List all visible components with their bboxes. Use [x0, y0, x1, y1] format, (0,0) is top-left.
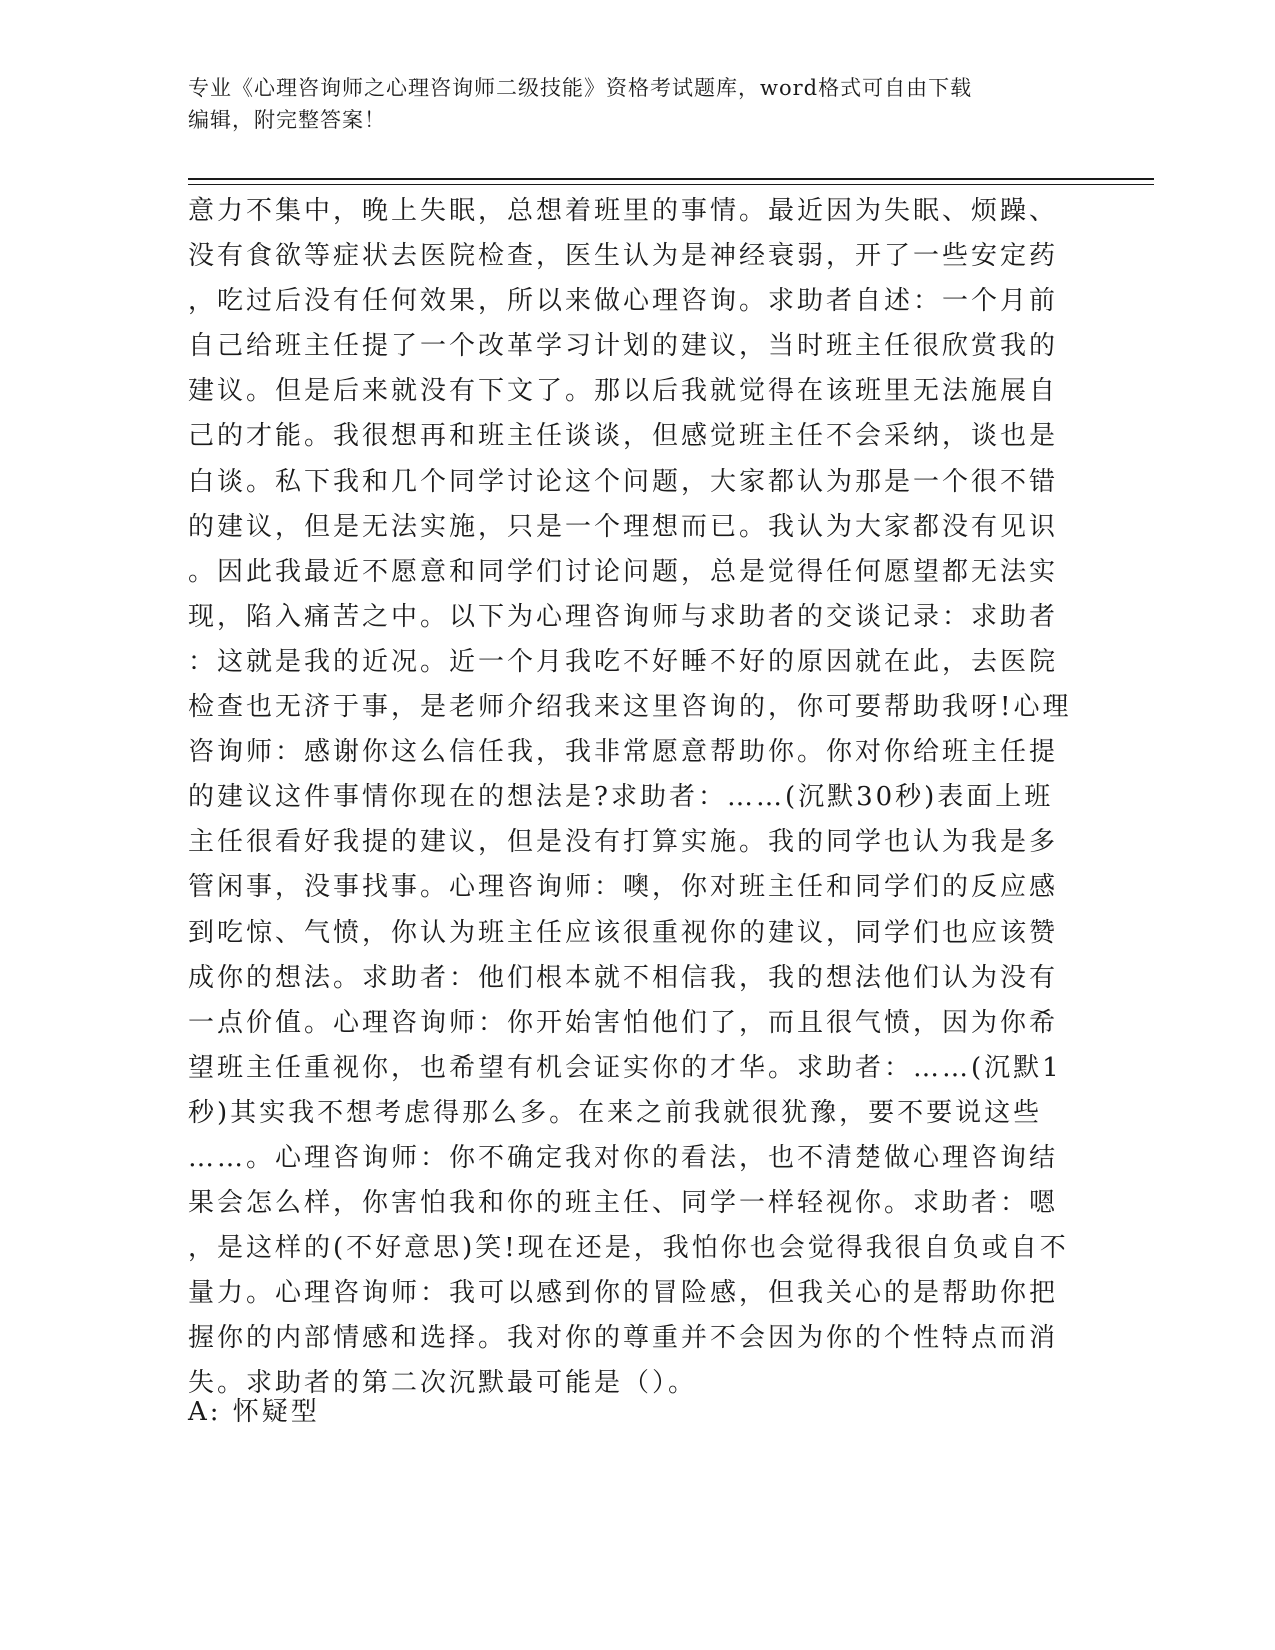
question-line: 。因此我最近不愿意和同学们讨论问题，总是觉得任何愿望都无法实	[188, 556, 1059, 587]
question-line: 现，陷入痛苦之中。以下为心理咨询师与求助者的交谈记录：求助者	[188, 601, 1059, 632]
question-line: 管闲事，没事找事。心理咨询师：噢，你对班主任和同学们的反应感	[188, 872, 1059, 903]
question-line: 自己给班主任提了一个改革学习计划的建议，当时班主任很欣赏我的	[188, 331, 1059, 362]
question-line: 一点价值。心理咨询师：你开始害怕他们了，而且很气愤，因为你希	[188, 1007, 1059, 1038]
question-line: 望班主任重视你，也希望有机会证实你的才华。求助者：……(沉默1	[188, 1052, 1062, 1083]
header-divider-thick	[188, 178, 1154, 180]
question-line: 量力。心理咨询师：我可以感到你的冒险感，但我关心的是帮助你把	[188, 1278, 1059, 1309]
question-line: 检查也无济于事，是老师介绍我来这里咨询的，你可要帮助我呀!心理	[188, 692, 1072, 723]
document-header	[188, 72, 1068, 136]
question-line: 主任很看好我提的建议，但是没有打算实施。我的同学也认为我是多	[188, 827, 1059, 858]
question-line: 意力不集中，晚上失眠，总想着班里的事情。最近因为失眠、烦躁、	[188, 196, 1059, 226]
question-line: ：这就是我的近况。近一个月我吃不好睡不好的原因就在此，去医院	[188, 646, 1059, 677]
question-line: ……。心理咨询师：你不确定我对你的看法，也不清楚做心理咨询结	[188, 1142, 1059, 1173]
header-line-2: 编辑，附完整答案！	[188, 108, 386, 132]
question-line: ，吃过后没有任何效果，所以来做心理咨询。求助者自述：一个月前	[188, 286, 1059, 317]
question-line: 秒)其实我不想考虑得那么多。在来之前我就很犹豫，要不要说这些	[188, 1097, 1043, 1128]
header-divider-thin	[188, 184, 1154, 185]
question-line: 己的才能。我很想再和班主任谈谈，但感觉班主任不会采纳，谈也是	[188, 421, 1059, 452]
question-line: 果会怎么样，你害怕我和你的班主任、同学一样轻视你。求助者：嗯	[188, 1188, 1059, 1219]
question-line: 咨询师：感谢你这么信任我，我非常愿意帮助你。你对你给班主任提	[188, 737, 1059, 768]
question-line: 失。求助者的第二次沉默最可能是（）。	[188, 1368, 698, 1399]
header-line-1: 专业《心理咨询师之心理咨询师二级技能》资格考试题库，word格式可自由下载	[188, 76, 973, 100]
question-line: 没有食欲等症状去医院检查，医生认为是神经衰弱，开了一些安定药	[188, 241, 1059, 272]
question-line: 建议。但是后来就没有下文了。那以后我就觉得在该班里无法施展自	[188, 376, 1059, 407]
question-line: 的建议，但是无法实施，只是一个理想而已。我认为大家都没有见识	[188, 511, 1059, 542]
question-line: 的建议这件事情你现在的想法是?求助者：……(沉默30秒)表面上班	[188, 782, 1054, 813]
answer-option-a: A: 怀疑型	[188, 1397, 320, 1427]
question-line: 白谈。私下我和几个同学讨论这个问题，大家都认为那是一个很不错	[188, 466, 1059, 497]
question-line: ，是这样的(不好意思)笑!现在还是，我怕你也会觉得我很自负或自不	[188, 1233, 1069, 1264]
question-line: 到吃惊、气愤，你认为班主任应该很重视你的建议，同学们也应该赞	[188, 917, 1059, 948]
question-line: 握你的内部情感和选择。我对你的尊重并不会因为你的个性特点而消	[188, 1323, 1059, 1354]
question-text	[188, 189, 1072, 1407]
question-line: 成你的想法。求助者：他们根本就不相信我，我的想法他们认为没有	[188, 962, 1059, 993]
